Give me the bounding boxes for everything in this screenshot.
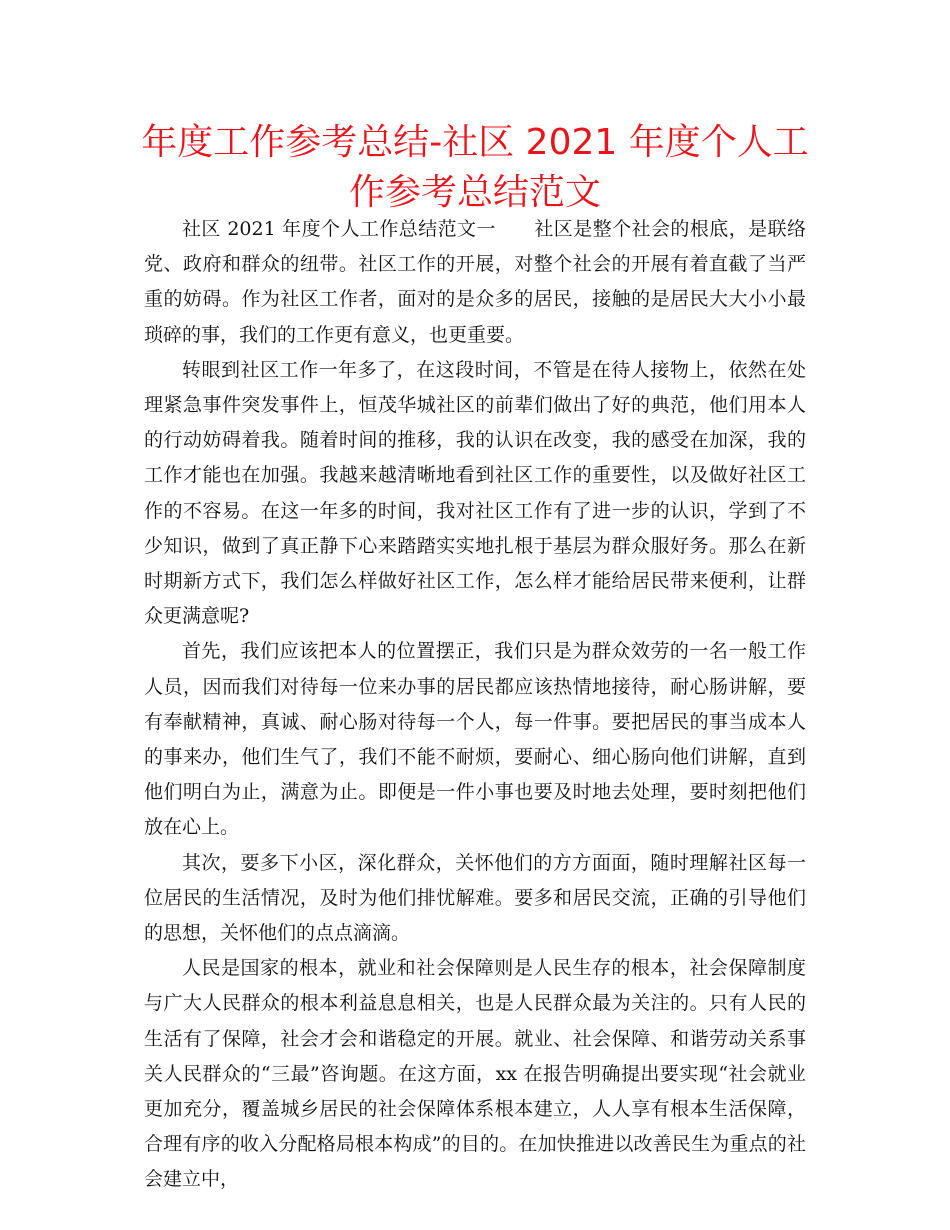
paragraph-1	[144, 212, 806, 353]
document-body	[144, 212, 806, 1198]
paragraph-text: 社区是整个社会的根底，是联络党、政府和群众的纽带。社区工作的开展，对整个社会的开展有着直截了当严重的妨碍。作为社区工作者，面对的是众多的居民，接触的是居民大大小小最琐碎的事，我们的工作更有意义，也更重要。	[144, 218, 806, 346]
paragraph-5: 人民是国家的根本，就业和社会保障则是人民生存的根本，社会保障制度与广大人民群众的根本利益息息相关，也是人民群众最为关注的。只有人民的生活有了保障，社会才会和谐稳定的开展。就业、社会保障、和谐劳动关系事关人民群众的“三最”咨询题。在这方面，xx 在报告明确提出要实现“社会就业更加充分，覆盖城乡居民的社会保障体系根本建立，人人享有根本生活保障，合理有序的收入分配格局根本构成”的目的。在加快推进以改善民生为重点的社会建立中，	[144, 957, 806, 1191]
paragraph-4: 其次，要多下小区，深化群众，关怀他们的方方面面，随时理解社区每一位居民的生活情况，及时为他们排忧解难。要多和居民交流，正确的引导他们的思想，关怀他们的点点滴滴。	[144, 851, 806, 945]
paragraph-2: 转眼到社区工作一年多了，在这段时间，不管是在待人接物上，依然在处理紧急事件突发事件上，恒茂华城社区的前辈们做出了好的典范，他们用本人的行动妨碍着我。随着时间的推移，我的认识在改变，我的感受在加深，我的工作才能也在加强。我越来越清晰地看到社区工作的重要性，以及做好社区工作的不容易。在这一年多的时间，我对社区工作有了进一步的认识，学到了不少知识，做到了真正静下心来踏踏实实地扎根于基层为群众服好务。那么在新时期新方式下，我们怎么样做好社区工作，怎么样才能给居民带来便利，让群众更满意呢?	[144, 358, 806, 628]
document-title: 年度工作参考总结-社区 2021 年度个人工作参考总结范文	[141, 122, 809, 213]
paragraph-3: 首先，我们应该把本人的位置摆正，我们只是为群众效劳的一名一般工作人员，因而我们对待每一位来办事的居民都应该热情地接待，耐心肠讲解，要有奉献精神，真诚、耐心肠对待每一个人，每一件事。要把居民的事当成本人的事来办，他们生气了，我们不能不耐烦，要耐心、细心肠向他们讲解，直到他们明白为止，满意为止。即便是一件小事也要及时地去处理，要时刻把他们放在心上。	[144, 640, 806, 839]
paragraph-lead: 社区 2021 年度个人工作总结范文一	[182, 218, 496, 240]
